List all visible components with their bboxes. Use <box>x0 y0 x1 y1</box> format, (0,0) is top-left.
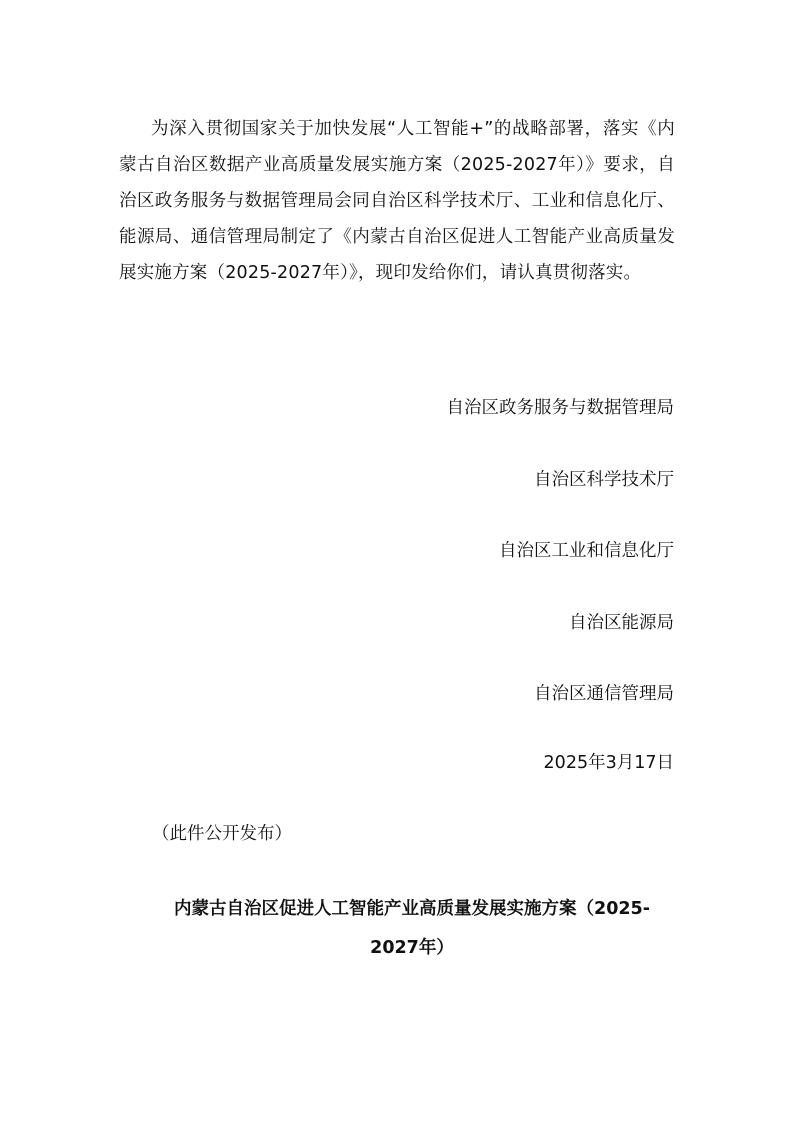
issue-date: 2025年3月17日 <box>543 753 674 773</box>
signer-energy-bureau: 自治区能源局 <box>569 612 674 633</box>
document-title: 内蒙古自治区促进人工智能产业高质量发展实施方案（2025-2027年） <box>174 899 650 958</box>
publication-note: （此件公开发布） <box>152 824 292 844</box>
signer-data-management-bureau: 自治区政务服务与数据管理局 <box>446 398 674 418</box>
signer-industry-it-dept: 自治区工业和信息化厅 <box>499 541 674 562</box>
signer-science-technology-dept: 自治区科学技术厅 <box>534 469 674 490</box>
intro-paragraph: 为深入贯彻国家关于加快发展“人工智能+”的战略部署，落实《内蒙古自治区数据产业高质量发展实施方案（2025-2027年）》要求，自治区政务服务与数据管理局会同自治区科学技术厅、工业和信息化厅、能源局、通信管理局制定了《内蒙古自治区促进人工智能产业高质量发展实施方案（2025-2027年）》，现印发给你们，请认真贯彻落实。 <box>119 119 675 283</box>
signer-communications-bureau: 自治区通信管理局 <box>534 684 674 705</box>
signer-list <box>114 390 674 748</box>
